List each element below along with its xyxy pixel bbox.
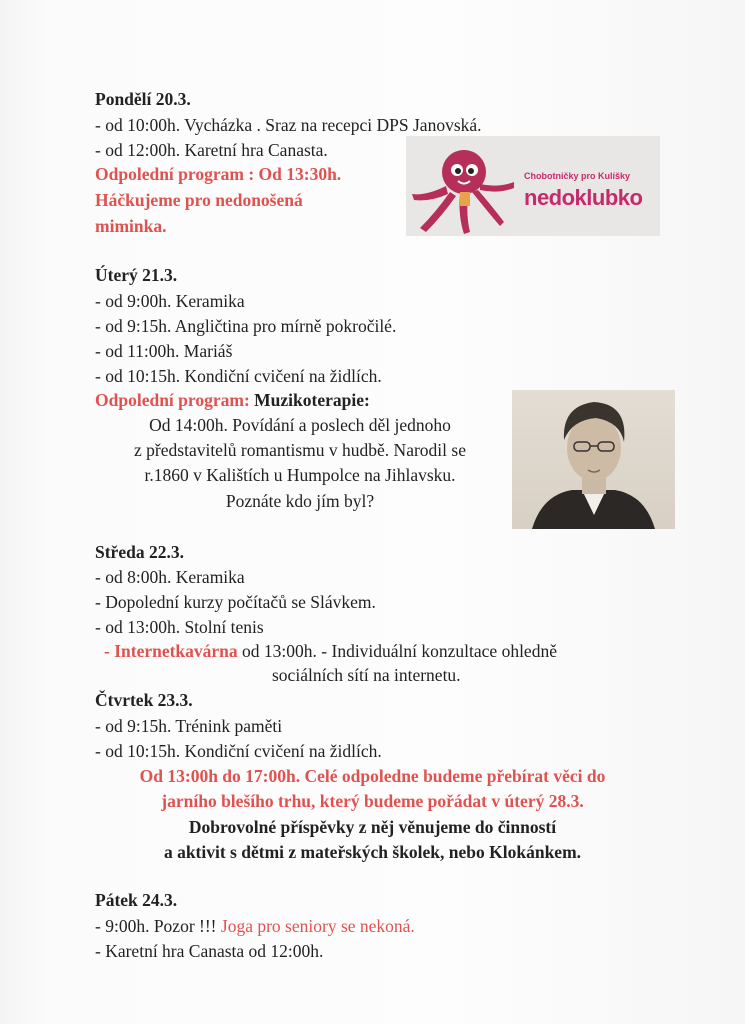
thursday-item-2: - od 10:15h. Kondiční cvičení na židlích. xyxy=(95,741,382,761)
thursday-red-line-2: jarního blešího trhu, který budeme pořádat v úterý 28.3. xyxy=(161,791,584,811)
wednesday-item-3: - od 13:00h. Stolní tenis xyxy=(95,617,264,637)
wednesday-item-1: - od 8:00h. Keramika xyxy=(95,567,245,587)
thursday-black-line-2: a aktivit s dětmi z mateřských školek, nebo Klokánkem. xyxy=(163,842,582,862)
wednesday-item-2: - Dopolední kurzy počítačů se Slávkem. xyxy=(95,592,376,612)
tuesday-heading: Úterý 21.3. xyxy=(95,265,178,285)
tuesday-afternoon-label: Odpolední program: xyxy=(95,390,250,410)
thursday-red-line-1: Od 13:00h do 17:00h. Celé odpoledne budeme přebírat věci do xyxy=(139,766,606,786)
tuesday-item-2: - od 9:15h. Angličtina pro mírně pokročilé. xyxy=(95,316,397,336)
internet-text-2: sociálních sítí na internetu. xyxy=(272,665,461,685)
tuesday-text-4: Poznáte kdo jím byl? xyxy=(225,491,375,511)
tuesday-item-4: - od 10:15h. Kondiční cvičení na židlích. xyxy=(95,366,382,386)
thursday-black-line-1: Dobrovolné příspěvky z něj věnujeme do činností xyxy=(188,817,557,837)
wednesday-internet xyxy=(104,641,557,661)
tuesday-text-1: Od 14:00h. Povídání a poslech děl jednoho xyxy=(149,415,451,435)
thursday-heading: Čtvrtek 23.3. xyxy=(95,690,193,710)
tuesday-afternoon-title: Muzikoterapie: xyxy=(249,390,370,410)
monday-heading: Pondělí 20.3. xyxy=(95,89,191,109)
friday-item-1-red: Joga pro seniory se nekoná. xyxy=(220,916,415,936)
monday-item-2: - od 12:00h. Karetní hra Canasta. xyxy=(95,140,328,160)
monday-afternoon-line-3: miminka. xyxy=(95,216,167,236)
tuesday-text-2: z představitelů romantismu v hudbě. Narodil se xyxy=(134,440,466,460)
friday-item-1 xyxy=(95,916,415,936)
wednesday-heading: Středa 22.3. xyxy=(95,542,184,562)
internet-text: od 13:00h. - Individuální konzultace ohledně xyxy=(237,641,557,661)
composer-portrait xyxy=(512,390,675,529)
internet-label: - Internetkavárna xyxy=(104,641,238,661)
octopus-icon xyxy=(406,136,526,236)
friday-item-1-prefix: - 9:00h. Pozor !!! xyxy=(95,916,221,936)
friday-item-2: - Karetní hra Canasta od 12:00h. xyxy=(95,941,324,961)
monday-afternoon-line-1: Odpolední program : Od 13:30h. xyxy=(95,164,342,184)
tuesday-text-3: r.1860 v Kalištích u Humpolce na Jihlavsku. xyxy=(144,465,456,485)
monday-item-1: - od 10:00h. Vycházka . Sraz na recepci DPS Janovská. xyxy=(95,115,482,135)
tuesday-afternoon xyxy=(95,390,370,410)
nedoklubko-logo xyxy=(406,136,660,236)
thursday-item-1: - od 9:15h. Trénink paměti xyxy=(95,716,283,736)
monday-afternoon-line-2: Háčkujeme pro nedonošená xyxy=(95,190,303,210)
portrait-image xyxy=(512,390,675,529)
logo-tagline: Chobotničky pro Kulíšky xyxy=(524,171,631,181)
tuesday-item-1: - od 9:00h. Keramika xyxy=(95,291,245,311)
tuesday-item-3: - od 11:00h. Mariáš xyxy=(95,341,233,361)
logo-name: nedoklubko xyxy=(524,185,643,210)
friday-heading: Pátek 24.3. xyxy=(95,890,178,910)
